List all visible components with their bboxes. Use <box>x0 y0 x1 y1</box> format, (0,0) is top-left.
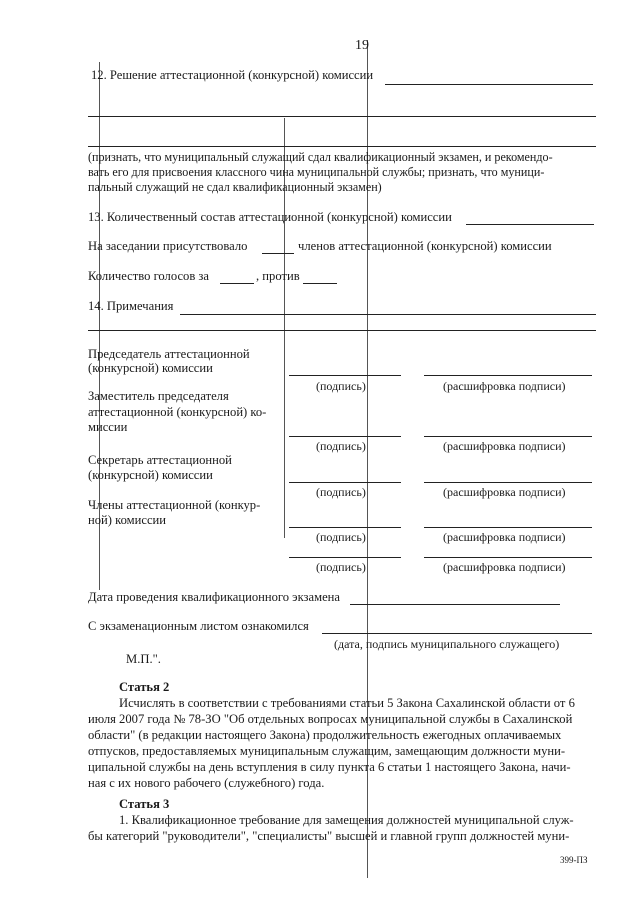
secretary-decode-caption: (расшифровка подписи) <box>443 485 566 499</box>
section12-blank-line[interactable] <box>385 84 593 85</box>
votes-prefix: Количество голосов за <box>88 269 209 283</box>
article2-line-3: области" (в редакции настоящего Закона) продолжительность ежегодных оплачиваемых <box>88 728 562 742</box>
chair-label-1: Председатель аттестационной <box>88 347 250 361</box>
section13-label: 13. Количественный состав аттестационной (конкурсной) комиссии <box>88 210 452 224</box>
votes-against-label: , против <box>256 269 300 283</box>
footer-code: 399-ПЗ <box>560 855 588 865</box>
section14-blank-line-2[interactable] <box>88 330 596 331</box>
article2-line-1: Исчислять в соответствии с требованиями статьи 5 Закона Сахалинской области от 6 <box>119 696 575 710</box>
section12-blank-line-3[interactable] <box>88 146 596 147</box>
familiar-caption: (дата, подпись муниципального служащего) <box>334 637 560 651</box>
members-label-2: ной) комиссии <box>88 513 167 527</box>
secretary-label-1: Секретарь аттестационной <box>88 453 232 467</box>
deputy-sign-line[interactable] <box>289 436 401 437</box>
article3-line-1: 1. Квалификационное требование для замещения должностей муниципальной служ- <box>119 813 574 827</box>
present-suffix: членов аттестационной (конкурсной) комиссии <box>298 239 552 253</box>
section12-hint-line2: вать его для присвоения классного чина муниципальной службы; признать, что муници- <box>88 165 545 179</box>
article2-line-4: отпусков, предоставляемых муниципальным служащим, замещающим должности муни- <box>88 744 566 758</box>
votes-against-blank[interactable] <box>303 283 337 284</box>
deputy-decode-line[interactable] <box>424 436 592 437</box>
present-count-blank[interactable] <box>262 253 294 254</box>
member2-sign-caption: (подпись) <box>316 560 366 574</box>
members-label-1: Члены аттестационной (конкур- <box>88 498 261 512</box>
deputy-label-1: Заместитель председателя <box>88 389 229 403</box>
member2-sign-line[interactable] <box>289 557 401 558</box>
present-prefix: На заседании присутствовало <box>88 239 248 253</box>
section14-label: 14. Примечания <box>88 299 174 313</box>
article2-line-2: июля 2007 года № 78-ЗО "Об отдельных вопросах муниципальной службы в Сахалинской <box>88 712 573 726</box>
section13-blank-line[interactable] <box>466 224 594 225</box>
member1-sign-caption: (подпись) <box>316 530 366 544</box>
secretary-label-2: (конкурсной) комиссии <box>88 468 213 482</box>
chair-label-2: (конкурсной) комиссии <box>88 361 213 375</box>
exam-date-label: Дата проведения квалификационного экзамена <box>88 590 340 604</box>
section14-blank-line[interactable] <box>180 314 596 315</box>
deputy-sign-caption: (подпись) <box>316 439 366 453</box>
chair-sign-caption: (подпись) <box>316 379 366 393</box>
chair-sign-line[interactable] <box>289 375 401 376</box>
article3-line-2: бы категорий "руководители", "специалисты" высшей и главной групп должностей муни- <box>88 829 570 843</box>
article2-line-5: ципальной службы на день вступления в силу пункта 6 статьи 1 настоящего Закона, начи- <box>88 760 571 774</box>
familiar-label: С экзаменационным листом ознакомился <box>88 619 309 633</box>
article3-title: Статья 3 <box>119 797 170 811</box>
exam-date-blank[interactable] <box>350 604 560 605</box>
section12-hint-line3: пальный служащий не сдал квалификационный экзамен) <box>88 180 382 194</box>
page-number: 19 <box>355 38 369 53</box>
secretary-sign-line[interactable] <box>289 482 401 483</box>
familiar-blank[interactable] <box>322 633 592 634</box>
section12-blank-line-2[interactable] <box>88 116 596 117</box>
chair-decode-caption: (расшифровка подписи) <box>443 379 566 393</box>
section12-label: 12. Решение аттестационной (конкурсной) комиссии <box>91 68 374 82</box>
secretary-sign-caption: (подпись) <box>316 485 366 499</box>
member1-decode-line[interactable] <box>424 527 592 528</box>
chair-decode-line[interactable] <box>424 375 592 376</box>
secretary-decode-line[interactable] <box>424 482 592 483</box>
member2-decode-caption: (расшифровка подписи) <box>443 560 566 574</box>
article2-body <box>88 695 596 791</box>
member1-decode-caption: (расшифровка подписи) <box>443 530 566 544</box>
article2-title: Статья 2 <box>119 680 170 694</box>
article3-body <box>88 812 596 844</box>
deputy-decode-caption: (расшифровка подписи) <box>443 439 566 453</box>
votes-for-blank[interactable] <box>220 283 254 284</box>
deputy-label-3: миссии <box>88 420 128 434</box>
article2-line-6: ная с их нового рабочего (служебного) года. <box>88 776 325 790</box>
deputy-label-2: аттестационной (конкурсной) ко- <box>88 405 267 419</box>
stamp-label: М.П.". <box>126 652 161 666</box>
section12-hint-line1: (признать, что муниципальный служащий сдал квалификационный экзамен, и рекомендо- <box>88 150 553 164</box>
member1-sign-line[interactable] <box>289 527 401 528</box>
member2-decode-line[interactable] <box>424 557 592 558</box>
